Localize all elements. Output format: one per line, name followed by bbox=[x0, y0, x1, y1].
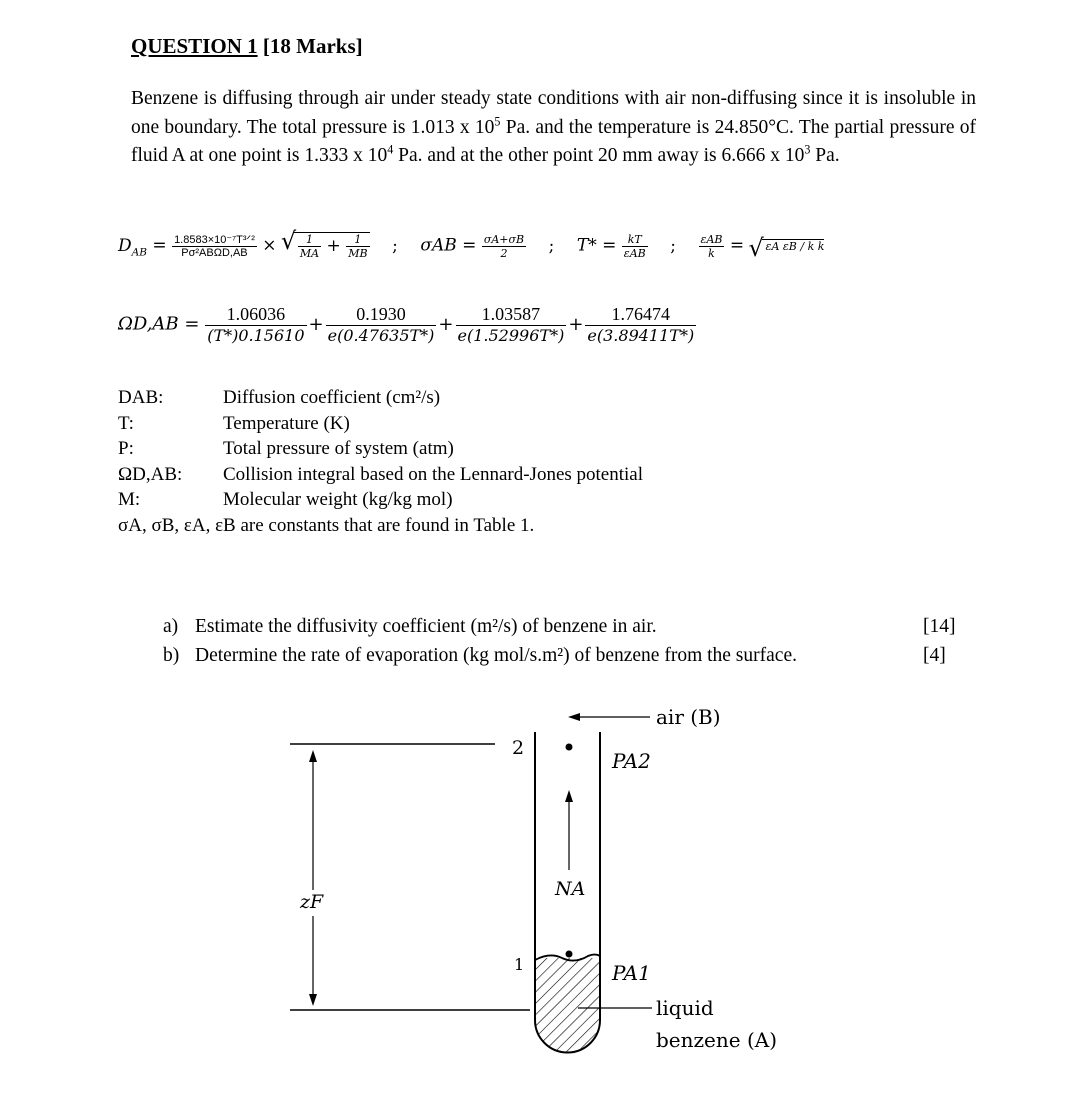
marks-b: [4] bbox=[923, 645, 946, 666]
point-2-label: 2 bbox=[512, 737, 525, 759]
eps-sqrt: √ εA εB / k k bbox=[762, 239, 825, 253]
statement-text-1: Benzene is diffusing through air under steady state conditions with air non-diffusing since it is insoluble in one boundary. The total pressure is 1.013 x 10 bbox=[131, 88, 976, 138]
liquid-label-1: liquid bbox=[656, 996, 714, 1020]
omega-lhs: ΩD,AB = bbox=[118, 313, 200, 335]
sigma-ab-lhs: σAB = bbox=[420, 235, 477, 256]
tstar-lhs: T* = bbox=[576, 235, 617, 256]
definition-row: M: Molecular weight (kg/kg mol) bbox=[118, 489, 453, 510]
definition-row: ΩD,AB: Collision integral based on the Lennard-Jones potential bbox=[118, 463, 644, 485]
exp-1: 5 bbox=[494, 114, 501, 128]
point-2-dot bbox=[566, 744, 573, 751]
definition-row: DAB: Diffusion coefficient (cm²/s) bbox=[118, 387, 441, 408]
pa1-label: PA1 bbox=[612, 961, 651, 985]
zf-label: zF bbox=[300, 891, 324, 913]
diffusion-tube-diagram bbox=[0, 690, 1080, 1090]
liquid-label-2: benzene (A) bbox=[656, 1028, 778, 1052]
question-b: b) Determine the rate of evaporation (kg mol/s.m²) of benzene from the surface. [4] bbox=[163, 641, 963, 670]
term-1: $\frac{1.06036}{(T*)0.15610}$ bbox=[207, 304, 305, 345]
exp-3: 3 bbox=[804, 142, 811, 157]
term-2: $\frac{0.1930}{e(0.47635T*)}$ bbox=[327, 304, 435, 345]
sigma-ab-fraction: $\frac{\sigma A+\sigma B}{2}$ bbox=[483, 232, 525, 260]
dab-denominator: Pσ²ABΩD,AB bbox=[181, 247, 248, 259]
zf-arrow-down bbox=[309, 994, 317, 1006]
statement-text-4: Pa. bbox=[810, 145, 840, 166]
dab-fraction bbox=[172, 233, 257, 259]
pa2-label: PA2 bbox=[612, 749, 651, 773]
equation-row-1: $D_{AB}$ = $\frac{\text{1.8583×10⁻⁷T³ᐟ²}}{\text{Pσ²ABΩD,AB}}$ × √ $\frac{1}{MA}$ + $\frac{1}{MB}$ ; σAB = $\frac{\sigma A+\sigma B}{2}$ ; T* = $\frac{kT}{\text{εAB}}$ ; $\frac{\text{εAB}}{k}$ = √ εA εB / k k bbox=[118, 232, 824, 260]
question-marks: [18 Marks] bbox=[262, 34, 363, 58]
marks-a: [14] bbox=[923, 616, 956, 637]
question-a: a) Estimate the diffusivity coefficient (m²/s) of benzene in air. [14] bbox=[163, 612, 963, 641]
constants-note: σA, σB, εA, εB are constants that are found in Table 1. bbox=[118, 514, 535, 536]
eps-ab-fraction: $\frac{\text{εAB}}{k}$ bbox=[700, 232, 723, 260]
question-heading bbox=[131, 34, 363, 59]
question-title: QUESTION 1 bbox=[131, 34, 258, 58]
definition-row: T: Temperature (K) bbox=[118, 412, 350, 434]
exp-2: 4 bbox=[387, 142, 394, 157]
collision-integral-equation: ΩD,AB = $\frac{1.06036}{(T*)0.15610}$ + $\frac{0.1930}{e(0.47635T*)}$ + $\frac{1.03587}{e(1.52996T*)}$ + $\frac{1.76474}{e(3.89411T*)}$ bbox=[118, 304, 695, 345]
molar-mass-sqrt: √ $\frac{1}{MA}$ + $\frac{1}{MB}$ bbox=[294, 232, 370, 260]
term-4: $\frac{1.76474}{e(3.89411T*)}$ bbox=[587, 304, 695, 345]
flux-arrow-head bbox=[565, 790, 573, 802]
air-label: air (B) bbox=[656, 705, 721, 729]
point-1-label: 1 bbox=[514, 955, 525, 974]
sub-questions bbox=[163, 612, 963, 670]
zf-arrow-up bbox=[309, 750, 317, 762]
na-label: NA bbox=[555, 878, 586, 900]
dab-numerator: 1.8583×10⁻⁷T³ᐟ² bbox=[174, 234, 255, 246]
definition-row: P: Total pressure of system (atm) bbox=[118, 438, 454, 459]
statement-text-2: Pa. and the temperature is 24.850°C. The partial pressure of fluid A at one point is 1.333 x 10 bbox=[131, 116, 977, 166]
statement-text-3: Pa. and at the other point 20 mm away is 6.666 x 10 bbox=[393, 145, 805, 166]
point-1-dot bbox=[566, 951, 573, 958]
definitions-list bbox=[118, 385, 643, 538]
air-arrow-head bbox=[568, 713, 580, 721]
dab-lhs: $D_{AB}$ bbox=[118, 235, 147, 258]
tstar-fraction: $\frac{kT}{\text{εAB}}$ bbox=[623, 232, 646, 260]
problem-statement bbox=[131, 85, 976, 171]
term-3: $\frac{1.03587}{e(1.52996T*)}$ bbox=[457, 304, 565, 345]
